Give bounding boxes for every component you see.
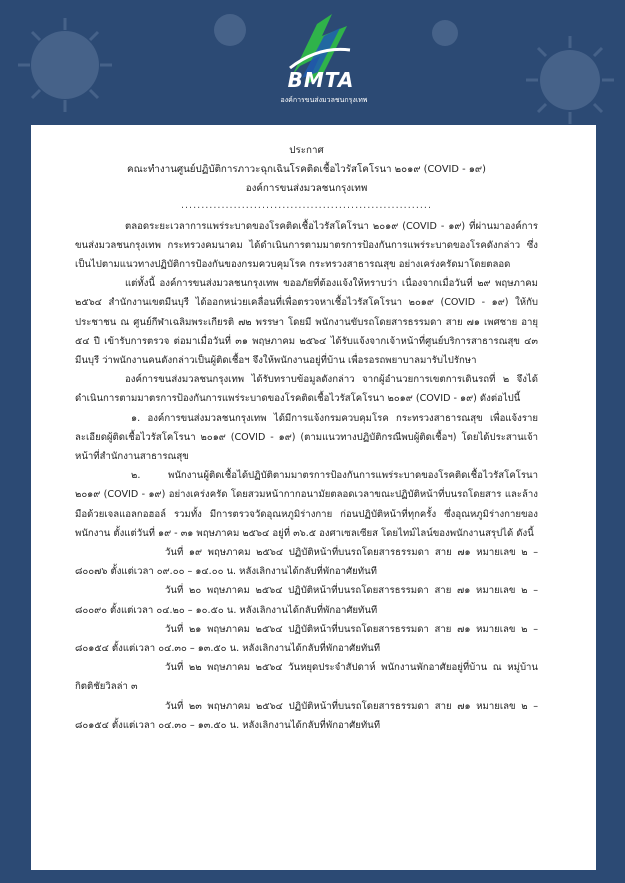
item-1: ๑. องค์การขนส่งมวลชนกรุงเทพ ได้มีการแจ้งกรมควบคุมโรค กระทรวงสาธารณสุข เพื่อแจ้งรายละเอียดผู้ติดเชื้อไวรัสโคโรนา ๒๐๑๙ (COVID - ๑๙) (ตามแนวทางปฏิบัติกรณีพบผู้ติดเชื้อฯ) โดยได้ประสานเจ้าหน้าที่สำนักงานสาธารณสุข (75, 412, 538, 463)
announcement-document (31, 125, 596, 870)
announcement-organization: องค์การขนส่งมวลชนกรุงเทพ (245, 183, 368, 195)
separator: .............................................................. (180, 199, 433, 211)
logo-name: BMTA (287, 68, 355, 92)
announcement-subject: คณะทำงานศูนย์ปฏิบัติการภาวะฉุกเฉินโรคติดเชื้อไวรัสโคโรนา ๒๐๑๙ (COVID - ๑๙) (127, 164, 486, 176)
paragraph-1: ตลอดระยะเวลาการแพร่ระบาดของโรคติดเชื้อไวรัสโคโรนา ๒๐๑๙ (COVID - ๑๙) ที่ผ่านมาองค์การขนส่งมวลชนกรุงเทพ กระทรวงคมนาคม ได้ดำเนินการตามมาตรการป้องกันการแพร่ระบาดของโรคดังกล่าว ซึ่งเป็นไปตามแนวทางปฏิบัติการป้องกันของกรมควบคุมโรค กระทรวงสาธารณสุข อย่างเคร่งครัดมาโดยตลอด (75, 220, 538, 271)
paragraph-2: แต่ทั้งนี้ องค์การขนส่งมวลชนกรุงเทพ ขออภัยที่ต้องแจ้งให้ทราบว่า เนื่องจากเมื่อวันที่ ๒๙ พฤษภาคม ๒๕๖๔ สำนักงานเขตมีนบุรี ได้ออกหน่วยเคลื่อนที่เพื่อตรวจหาเชื้อไวรัสโคโรนา ๒๐๑๙ (COVID - ๑๙) ให้กับประชาชน ณ ศูนย์กีฬาเฉลิมพระเกียรติ ๗๒ พรรษา โดยมี พนักงานขับรถโดยสารธรรมดา สาย ๗๑ เพศชาย อายุ ๕๔ ปี เข้ารับการตรวจ ต่อมาเมื่อวันที่ ๓๑ พฤษภาคม ๒๕๖๔ ได้รับแจ้งจากเจ้าหน้าที่ศูนย์บริการสาธารณสุข ๔๓ มีนบุรี ว่าพนักงานคนดังกล่าวเป็นผู้ติดเชื้อฯ จึงให้พนักงานอยู่ที่บ้าน เพื่อรอรถพยาบาลมารับไปรักษา (75, 278, 538, 367)
logo-subtitle: องค์การขนส่งมวลชนกรุงเทพ (280, 96, 368, 104)
item-2: ๒. พนักงานผู้ติดเชื้อได้ปฏิบัติตามมาตรการป้องกันการแพร่ระบาดของโรคติดเชื้อไวรัสโคโรนา ๒๐๑๙ (COVID - ๑๙) อย่างเคร่งครัด โดยสวมหน้ากากอนามัยตลอดเวลาขณะปฏิบัติหน้าที่บนรถโดยสาร และล้างมือด้วยเจลแอลกอฮอล์ รวมทั้ง มีการตรวจวัดอุณหภูมิร่างกาย ก่อนปฏิบัติหน้าที่ทุกครั้ง ซึ่งอุณหภูมิร่างกายของพนักงาน ตั้งแต่วันที่ ๑๙ - ๓๑ พฤษภาคม ๒๕๖๔ อยู่ที่ ๓๖.๕ องศาเซลเซียส โดยไทม์ไลน์ของพนักงานสรุปได้ ดังนี้ (75, 470, 538, 539)
timeline-entry: วันที่ ๒๓ พฤษภาคม ๒๕๖๔ ปฏิบัติหน้าที่บนรถโดยสารธรรมดา สาย ๗๑ หมายเลข ๒ – ๘๐๑๕๔ ตั้งแต่เวลา ๐๔.๓๐ – ๑๓.๕๐ น. หลังเลิกงานได้กลับที่พักอาศัยทันที (75, 700, 538, 731)
timeline-entry: วันที่ ๑๙ พฤษภาคม ๒๕๖๔ ปฏิบัติหน้าที่บนรถโดยสารธรรมดา สาย ๗๑ หมายเลข ๒ – ๘๐๐๗๖ ตั้งแต่เวลา ๐๙.๐๐ – ๑๔.๐๐ น. หลังเลิกงานได้กลับที่พักอาศัยทันที (75, 547, 538, 578)
timeline-entry: วันที่ ๒๐ พฤษภาคม ๒๕๖๔ ปฏิบัติหน้าที่บนรถโดยสารธรรมดา สาย ๗๑ หมายเลข ๒ – ๘๐๐๙๐ ตั้งแต่เวลา ๐๔.๒๐ – ๑๐.๕๐ น. หลังเลิกงานได้กลับที่พักอาศัยทันที (75, 585, 538, 616)
announcement-heading: ประกาศ (289, 145, 324, 156)
paragraph-3: องค์การขนส่งมวลชนกรุงเทพ ได้รับทราบข้อมูลดังกล่าว จากผู้อำนวยการเขตการเดินรถที่ ๒ จึงได้ดำเนินการตามมาตรการป้องกันการแพร่ระบาดของโรคติดเชื้อไวรัสโคโรนา ๒๐๑๙ (COVID - ๑๙) ดังต่อไปนี้ (75, 374, 538, 405)
timeline-entry: วันที่ ๒๒ พฤษภาคม ๒๕๖๔ วันหยุดประจำสัปดาห์ พนักงานพักอาศัยอยู่ที่บ้าน ณ หมู่บ้านกิตติชัยวิลล่า ๓ (75, 662, 538, 693)
timeline-entry: วันที่ ๒๑ พฤษภาคม ๒๕๖๔ ปฏิบัติหน้าที่บนรถโดยสารธรรมดา สาย ๗๑ หมายเลข ๒ – ๘๐๑๕๔ ตั้งแต่เวลา ๐๔.๓๐ – ๑๓.๕๐ น. หลังเลิกงานได้กลับที่พักอาศัยทันที (75, 623, 538, 655)
header (0, 0, 625, 122)
